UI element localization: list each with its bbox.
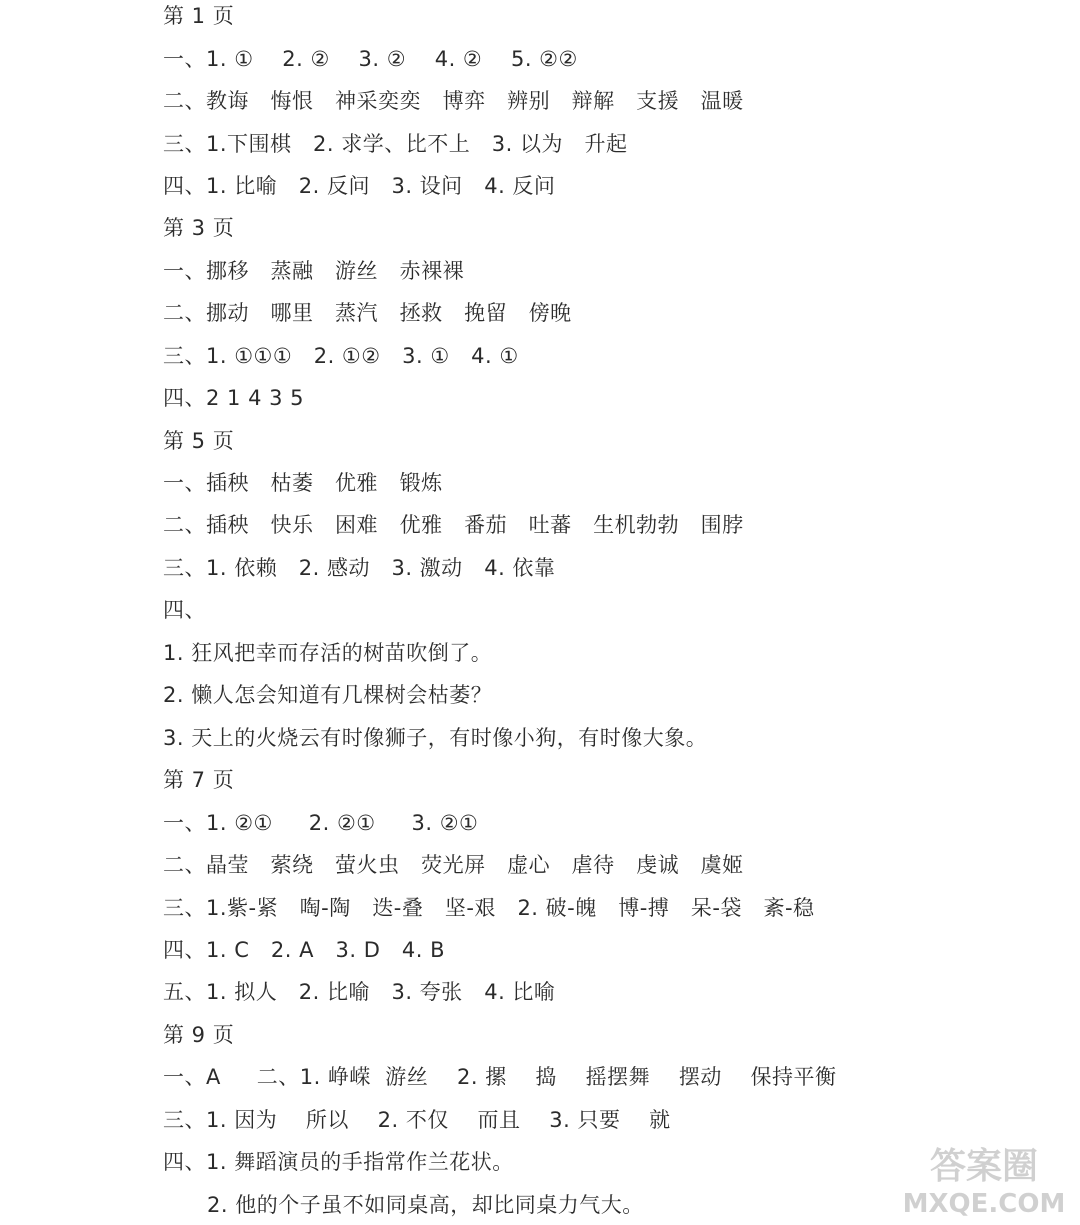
page-1-section-1: 一、1. ① 2. ② 3. ② 4. ② 5. ②② (163, 47, 578, 71)
page-1-heading: 第 1 页 (163, 4, 235, 28)
page-1-section-4: 四、1. 比喻 2. 反问 3. 设问 4. 反问 (163, 174, 556, 198)
page-9-heading: 第 9 页 (163, 1023, 235, 1047)
page-5-heading: 第 5 页 (163, 429, 235, 453)
page-3-section-4: 四、2 1 4 3 5 (163, 386, 305, 410)
page-1-section-3: 三、1.下围棋 2. 求学、比不上 3. 以为 升起 (163, 132, 628, 156)
page-7-section-3: 三、1.紫-紧 啕-陶 迭-叠 坚-艰 2. 破-魄 博-搏 呆-袋 紊-稳 (163, 896, 815, 920)
page-7-section-2: 二、晶莹 萦绕 萤火虫 荧光屏 虚心 虐待 虔诚 虞姬 (163, 853, 744, 877)
page-9-section-3: 三、1. 因为 所以 2. 不仅 而且 3. 只要 就 (163, 1108, 671, 1132)
page-5-section-4: 四、 (163, 598, 206, 622)
page-9-section-4: 四、1. 舞蹈演员的手指常作兰花状。 (163, 1150, 514, 1174)
page-7-section-1: 一、1. ②① 2. ②① 3. ②① (163, 811, 479, 835)
watermark-top-text: 答案圈 (929, 1146, 1039, 1187)
page-7-heading: 第 7 页 (163, 768, 235, 792)
watermark-logo (894, 1138, 1074, 1220)
page-5-section-3: 三、1. 依赖 2. 感动 3. 激动 4. 依靠 (163, 556, 556, 580)
page-3-heading: 第 3 页 (163, 216, 235, 240)
watermark-icon (894, 1138, 1074, 1220)
page-5-answer-2: 2. 懒人怎会知道有几棵树会枯萎？ (163, 683, 493, 707)
page-9-answer-2: 2. 他的个子虽不如同桌高，却比同桌力气大。 (207, 1193, 644, 1217)
page-3-section-1: 一、挪移 蒸融 游丝 赤裸裸 (163, 259, 465, 283)
watermark-bottom-text: MXQE.COM (902, 1189, 1066, 1219)
page-3-section-3: 三、1. ①①① 2. ①② 3. ① 4. ① (163, 344, 519, 368)
page-7-section-4: 四、1. C 2. A 3. D 4. B (163, 938, 446, 962)
page-5-answer-1: 1. 狂风把幸而存活的树苗吹倒了。 (163, 641, 493, 665)
page-5-section-1: 一、插秧 枯萎 优雅 锻炼 (163, 471, 443, 495)
page-5-answer-3: 3. 天上的火烧云有时像狮子，有时像小狗，有时像大象。 (163, 726, 708, 750)
page-7-section-5: 五、1. 拟人 2. 比喻 3. 夸张 4. 比喻 (163, 980, 556, 1004)
page-5-section-2: 二、插秧 快乐 困难 优雅 番茄 吐蕃 生机勃勃 围脖 (163, 513, 744, 537)
page-9-section-1: 一、A 二、1. 峥嵘 游丝 2. 摞 捣 摇摆舞 摆动 保持平衡 (163, 1065, 837, 1089)
page-1-section-2: 二、教诲 悔恨 神采奕奕 博弈 辨别 辩解 支援 温暖 (163, 89, 744, 113)
page-3-section-2: 二、挪动 哪里 蒸汽 拯救 挽留 傍晚 (163, 301, 572, 325)
